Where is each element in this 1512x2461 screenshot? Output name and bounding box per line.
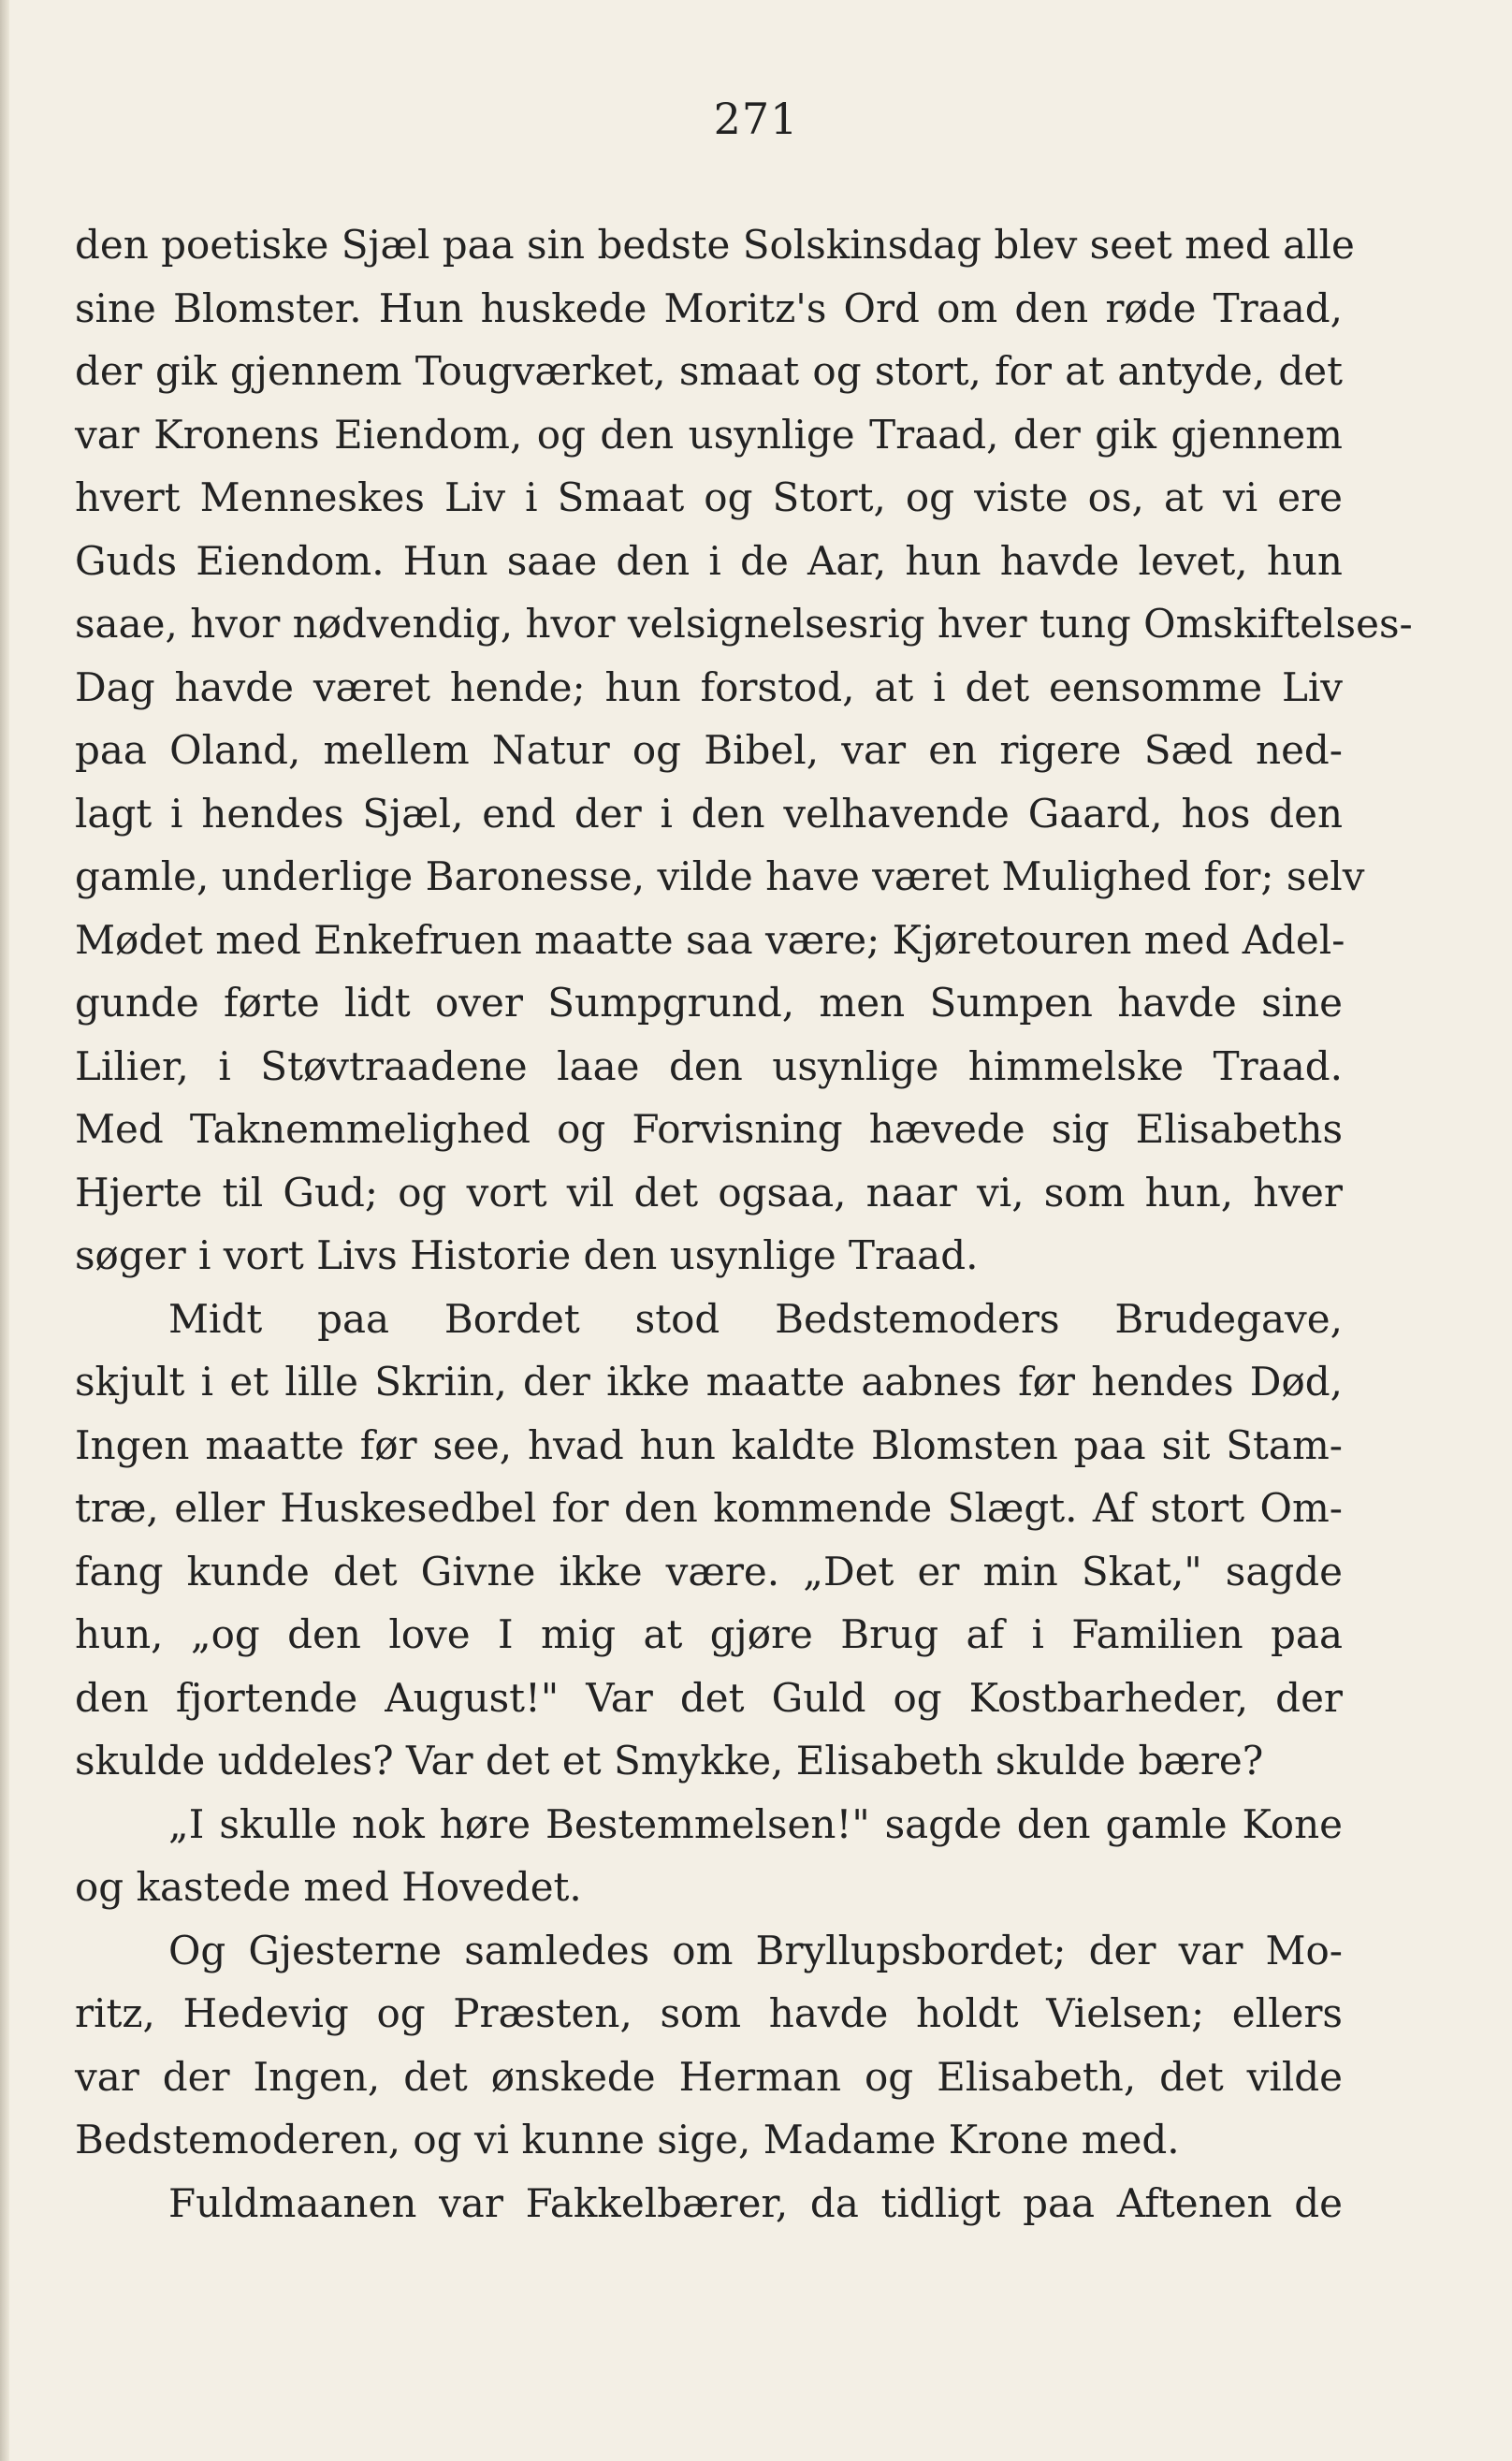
text-line: Dag havde været hende; hun forstod, at i det eensomme Liv (75, 663, 1343, 710)
text-line: Med Taknemmelighed og Forvisning hævede sig Elisabeths (75, 1106, 1343, 1152)
text-line: Midt paa Bordet stod Bedstemoders Brudegave, (168, 1295, 1343, 1342)
text-line: skjult i et lille Skriin, der ikke maatte aabnes før hendes Død, (75, 1359, 1343, 1405)
text-line: hun, „og den love I mig at gjøre Brug af i Familien paa (75, 1611, 1343, 1657)
text-line: træ, eller Huskesedbel for den kommende Slægt. Af stort Om- (75, 1485, 1343, 1531)
page-number: 271 (713, 94, 799, 144)
text-line: Lilier, i Støvtraadene laae den usynlige himmelske Traad. (75, 1042, 1343, 1089)
text-line: sine Blomster. Hun huskede Moritz's Ord om den røde Traad, (75, 284, 1343, 331)
body-text (75, 213, 1413, 2235)
text-line: søger i vort Livs Historie den usynlige Traad. (75, 1232, 979, 1278)
text-line: og kastede med Hovedet. (75, 1864, 582, 1910)
text-line: Fuldmaanen var Fakkelbærer, da tidligt paa Aftenen de (168, 2179, 1343, 2226)
text-line: Og Gjesterne samledes om Bryllupsbordet; der var Mo- (168, 1927, 1343, 1973)
text-line: Mødet med Enkefruen maatte saa være; Kjøretouren med Adel- (75, 916, 1345, 963)
page-gutter-shadow (0, 0, 9, 2461)
text-line: var Kronens Eiendom, og den usynlige Traad, der gik gjennem (75, 411, 1343, 458)
text-line: gamle, underlige Baronesse, vilde have været Mulighed for; selv (75, 853, 1365, 899)
text-line: saae, hvor nødvendig, hvor velsignelsesrig hver tung Omskiftelses- (75, 601, 1413, 647)
text-line: den fjortende August!" Var det Guld og Kostbarheder, der (75, 1674, 1343, 1721)
text-line: der gik gjennem Tougværket, smaat og stort, for at antyde, det (75, 348, 1343, 394)
text-line: Bedstemoderen, og vi kunne sige, Madame Krone med. (75, 2117, 1180, 2162)
text-line: gunde førte lidt over Sumpgrund, men Sumpen havde sine (75, 980, 1343, 1026)
text-line: „I skulle nok høre Bestemmelsen!" sagde den gamle Kone (168, 1800, 1343, 1847)
text-line: skulde uddeles? Var det et Smykke, Elisabeth skulde bære? (75, 1738, 1264, 1784)
text-line: ritz, Hedevig og Præsten, som havde holdt Vielsen; ellers (75, 1990, 1343, 2036)
text-line: Ingen maatte før see, hvad hun kaldte Blomsten paa sit Stam- (75, 1421, 1343, 1468)
text-line: var der Ingen, det ønskede Herman og Elisabeth, det vilde (75, 2053, 1343, 2100)
text-line: paa Oland, mellem Natur og Bibel, var en rigere Sæd ned- (75, 727, 1343, 773)
text-line: fang kunde det Givne ikke være. „Det er min Skat," sagde (75, 1548, 1343, 1595)
text-line: den poetiske Sjæl paa sin bedste Solskinsdag blev seet med alle (75, 222, 1355, 268)
text-line: lagt i hendes Sjæl, end der i den velhavende Gaard, hos den (75, 790, 1343, 837)
text-line: Hjerte til Gud; og vort vil det ogsaa, naar vi, som hun, hver (75, 1169, 1343, 1216)
text-line: hvert Menneskes Liv i Smaat og Stort, og viste os, at vi ere (75, 474, 1343, 520)
text-line: Guds Eiendom. Hun saae den i de Aar, hun havde levet, hun (75, 537, 1343, 584)
